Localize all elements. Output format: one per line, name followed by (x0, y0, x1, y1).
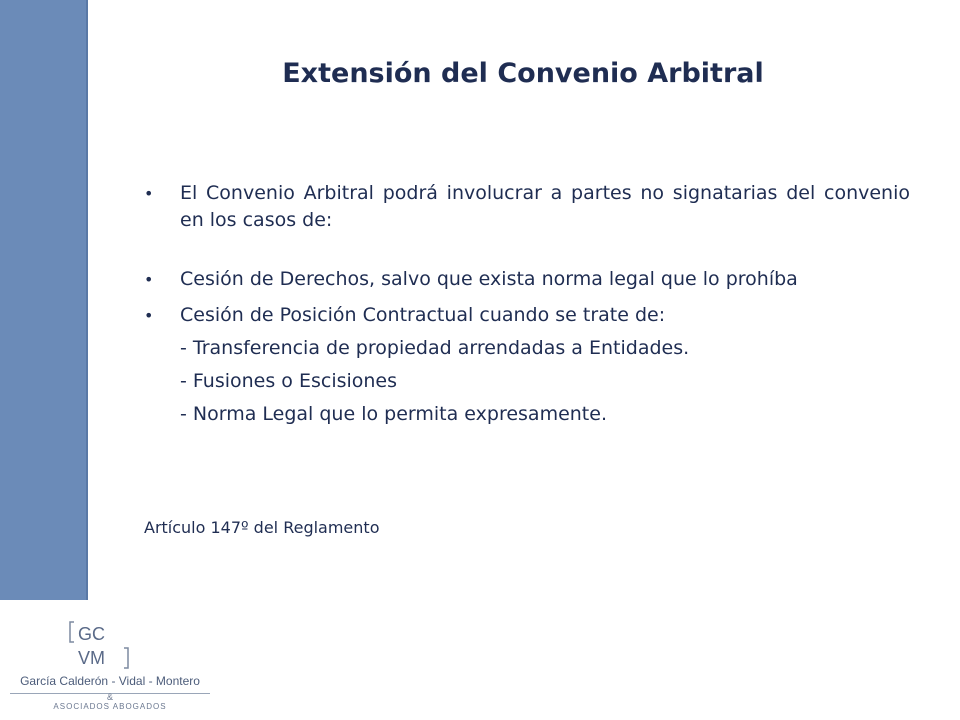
bullet-dot: • (144, 306, 154, 325)
logo-subtitle: ASOCIADOS ABOGADOS (53, 702, 167, 711)
sub-item: - Norma Legal que lo permita expresamente. (180, 403, 607, 425)
sub-item: - Fusiones o Escisiones (180, 370, 398, 392)
bullet-dot: • (144, 270, 154, 289)
logo-mark-bottom: VM (78, 648, 105, 668)
bullet-text: El Convenio Arbitral podrá involucrar a partes no signatarias del convenio en los casos de: (180, 182, 910, 231)
logo-mark-top: GC (78, 624, 105, 644)
bullet-text: Cesión de Posición Contractual cuando se trate de: (180, 304, 666, 326)
side-accent-bar (0, 0, 88, 600)
firm-logo (10, 620, 210, 715)
article-reference: Artículo 147º del Reglamento (144, 518, 380, 537)
logo-mark-icon (68, 620, 130, 670)
bullet-item (140, 302, 910, 329)
bullet-text: Cesión de Derechos, salvo que exista norma legal que lo prohíba (180, 268, 798, 290)
slide-title: Extensión del Convenio Arbitral (282, 58, 764, 89)
bullet-item (140, 266, 910, 293)
slide-content (140, 180, 910, 428)
logo-ampersand: & (106, 692, 113, 702)
bullet-dot: • (144, 184, 154, 203)
sub-item: - Transferencia de propiedad arrendadas a Entidades. (180, 337, 690, 359)
logo-firm-name: García Calderón - Vidal - Montero (20, 674, 200, 688)
bullet-item (140, 180, 910, 234)
